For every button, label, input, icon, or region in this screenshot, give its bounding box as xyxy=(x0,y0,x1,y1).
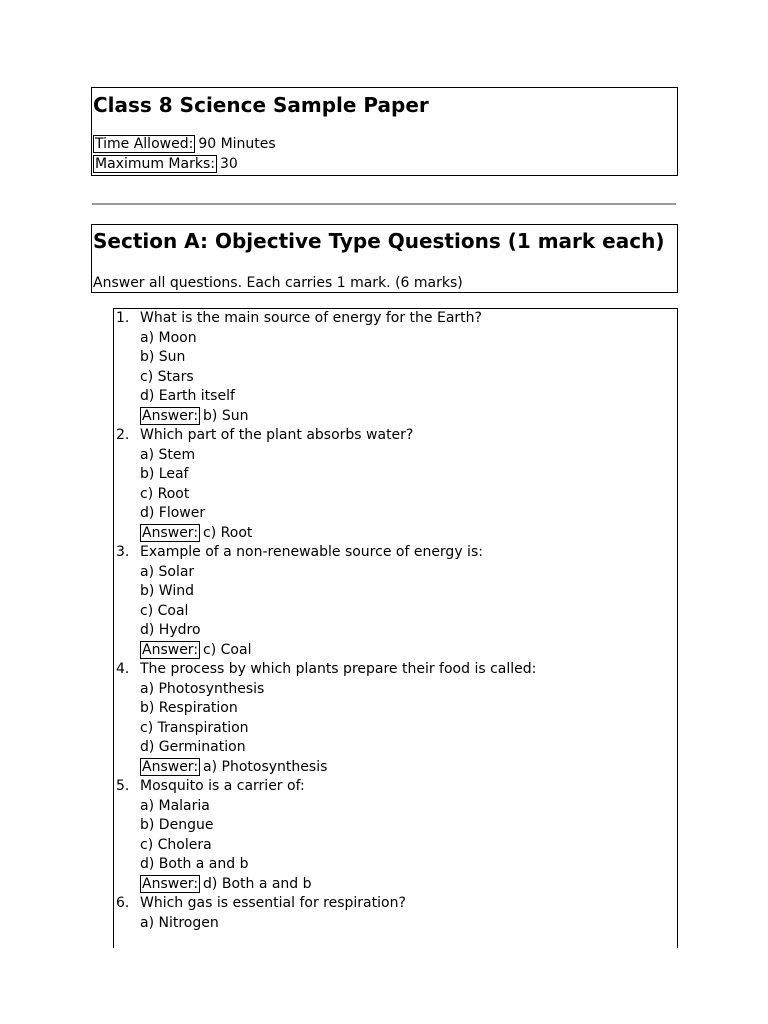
option-text: b) Dengue xyxy=(140,817,214,833)
answer-value: c) Root xyxy=(203,524,253,541)
option-line xyxy=(114,348,677,368)
answer-content xyxy=(140,641,251,661)
answer-value: d) Both a and b xyxy=(203,875,312,892)
option-line xyxy=(114,329,677,349)
option-text: d) Both a and b xyxy=(140,856,249,872)
question-line xyxy=(114,543,677,563)
answer-line xyxy=(114,524,677,544)
option-line xyxy=(114,465,677,485)
option-text: a) Moon xyxy=(140,329,197,346)
option-text: b) Sun xyxy=(140,349,186,365)
option-text: d) Earth itself xyxy=(140,388,235,404)
question-item xyxy=(114,309,677,426)
question-line xyxy=(114,660,677,680)
question-number: 1. xyxy=(116,310,130,326)
questions-panel xyxy=(113,308,678,948)
option-text: d) Flower xyxy=(140,505,206,521)
option-line xyxy=(114,485,677,505)
answer-content xyxy=(140,875,312,895)
option-line xyxy=(114,446,677,466)
answer-content xyxy=(140,407,248,427)
question-line xyxy=(114,309,677,329)
question-text: Example of a non-renewable source of energy is: xyxy=(140,544,483,560)
option-line xyxy=(114,582,677,602)
option-line xyxy=(114,563,677,583)
option-text: d) Hydro xyxy=(140,622,201,638)
divider xyxy=(92,203,676,205)
option-text: c) Transpiration xyxy=(140,719,249,736)
question-number: 2. xyxy=(116,427,130,443)
option-line xyxy=(114,602,677,622)
option-line xyxy=(114,699,677,719)
answer-value: a) Photosynthesis xyxy=(203,758,328,775)
section-a-header xyxy=(91,224,678,293)
option-line xyxy=(114,680,677,700)
maximum-marks-label: Maximum Marks: xyxy=(95,156,215,172)
option-line xyxy=(114,797,677,817)
answer-line xyxy=(114,641,677,661)
option-text: c) Stars xyxy=(140,368,194,385)
option-text: c) Cholera xyxy=(140,836,212,853)
option-line xyxy=(114,914,677,934)
answer-value: c) Coal xyxy=(203,641,252,658)
option-line xyxy=(114,621,677,641)
option-text: a) Solar xyxy=(140,563,195,580)
question-text: Mosquito is a carrier of: xyxy=(140,778,305,794)
option-line xyxy=(114,855,677,875)
option-text: a) Nitrogen xyxy=(140,914,219,931)
option-line xyxy=(114,368,677,388)
answer-line xyxy=(114,758,677,778)
option-text: c) Coal xyxy=(140,602,189,619)
question-item xyxy=(114,543,677,660)
question-text: Which part of the plant absorbs water? xyxy=(140,427,414,443)
question-number: 3. xyxy=(116,544,130,560)
option-line xyxy=(114,738,677,758)
paper-title: Class 8 Science Sample Paper xyxy=(93,93,429,117)
answer-line xyxy=(114,875,677,895)
question-number: 4. xyxy=(116,661,130,677)
section-title: Section A: Objective Type Questions (1 mark each) xyxy=(93,229,665,253)
option-text: c) Root xyxy=(140,485,190,502)
question-item xyxy=(114,777,677,894)
question-number: 6. xyxy=(116,895,130,911)
question-text: What is the main source of energy for the Earth? xyxy=(140,310,482,326)
answer-label: Answer: xyxy=(142,641,199,658)
section-instructions: Answer all questions. Each carries 1 mark. (6 marks) xyxy=(93,275,463,291)
time-allowed-label: Time Allowed: xyxy=(95,136,194,152)
question-list xyxy=(114,309,677,933)
answer-label: Answer: xyxy=(142,875,199,892)
option-line xyxy=(114,816,677,836)
question-item xyxy=(114,660,677,777)
answer-value: b) Sun xyxy=(203,407,249,424)
maximum-marks-value: 30 xyxy=(219,156,238,172)
answer-line xyxy=(114,407,677,427)
answer-content xyxy=(140,524,252,544)
question-text: Which gas is essential for respiration? xyxy=(140,895,406,911)
option-text: d) Germination xyxy=(140,739,246,755)
option-line xyxy=(114,719,677,739)
question-line xyxy=(114,426,677,446)
question-line xyxy=(114,777,677,797)
answer-content xyxy=(140,758,327,778)
maximum-marks-row xyxy=(93,155,238,173)
option-line xyxy=(114,504,677,524)
option-text: b) Leaf xyxy=(140,466,189,482)
option-line xyxy=(114,387,677,407)
option-text: a) Photosynthesis xyxy=(140,680,265,697)
option-text: a) Stem xyxy=(140,446,196,463)
question-text: The process by which plants prepare their food is called: xyxy=(140,661,537,677)
time-allowed-value: 90 Minutes xyxy=(198,136,276,152)
answer-label: Answer: xyxy=(142,524,199,541)
answer-label: Answer: xyxy=(142,758,199,775)
option-text: b) Respiration xyxy=(140,700,238,716)
answer-label: Answer: xyxy=(142,407,199,424)
question-line xyxy=(114,894,677,914)
paper-header xyxy=(91,87,678,176)
question-item xyxy=(114,426,677,543)
option-text: b) Wind xyxy=(140,583,194,599)
time-allowed-row xyxy=(93,135,276,153)
option-text: a) Malaria xyxy=(140,797,210,814)
question-number: 5. xyxy=(116,778,130,794)
option-line xyxy=(114,836,677,856)
question-item xyxy=(114,894,677,933)
